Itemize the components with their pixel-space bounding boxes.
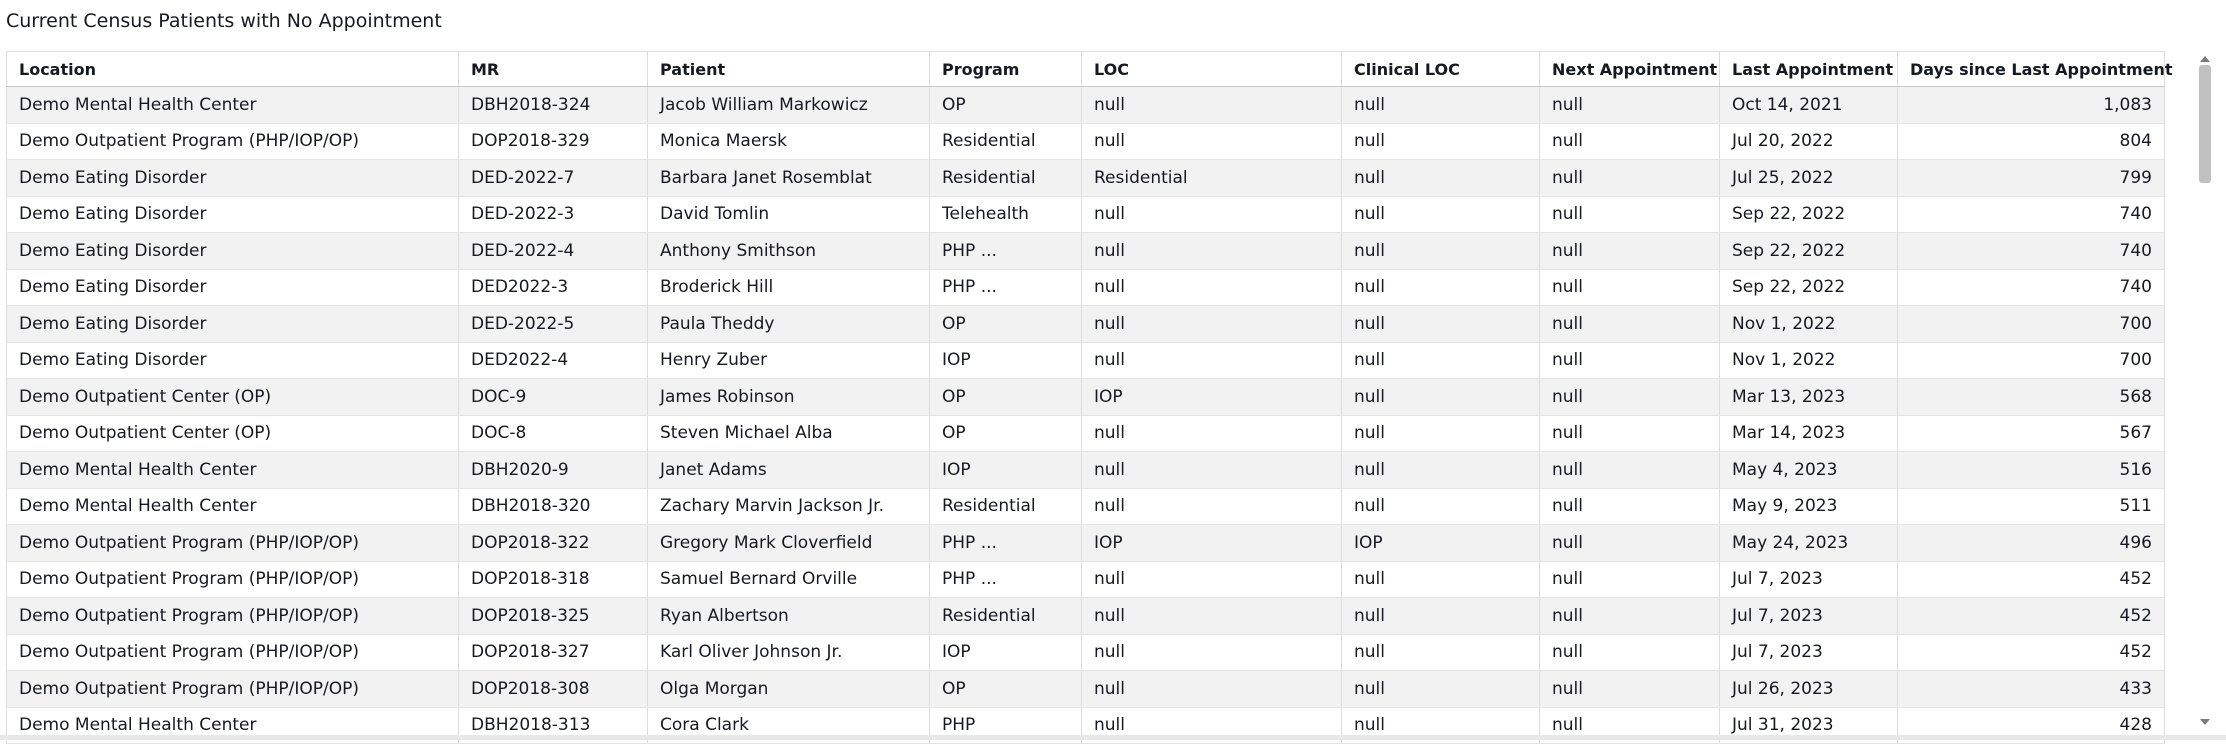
cell-days-since-last-appointment: 740	[1898, 196, 2165, 233]
cell-last-appointment: May 24, 2023	[1720, 525, 1898, 562]
cell-program: OP	[930, 415, 1082, 452]
table-row[interactable]	[7, 415, 2165, 452]
cell-patient: Broderick Hill	[648, 269, 930, 306]
cell-patient: Steven Michael Alba	[648, 415, 930, 452]
cell-loc: null	[1082, 233, 1342, 270]
chevron-up-icon[interactable]	[2200, 56, 2210, 62]
table-row[interactable]	[7, 342, 2165, 379]
cell-last-appointment: Jul 20, 2022	[1720, 123, 1898, 160]
cell-next-appointment: null	[1540, 269, 1720, 306]
cell-loc: null	[1082, 561, 1342, 598]
cell-next-appointment: null	[1540, 160, 1720, 197]
cell-patient: Zachary Marvin Jackson Jr.	[648, 488, 930, 525]
table-row[interactable]	[7, 123, 2165, 160]
cell-days-since-last-appointment: 496	[1898, 525, 2165, 562]
cell-last-appointment: May 4, 2023	[1720, 452, 1898, 489]
cell-next-appointment: null	[1540, 342, 1720, 379]
cell-next-appointment: null	[1540, 123, 1720, 160]
cell-last-appointment: Mar 14, 2023	[1720, 415, 1898, 452]
cell-patient: David Tomlin	[648, 196, 930, 233]
cell-patient: Henry Zuber	[648, 342, 930, 379]
table-row[interactable]	[7, 196, 2165, 233]
cell-clinical-loc: null	[1342, 123, 1540, 160]
cell-last-appointment: Jul 25, 2022	[1720, 160, 1898, 197]
column-header-mr[interactable]: MR	[459, 52, 648, 87]
cell-next-appointment: null	[1540, 671, 1720, 708]
cell-clinical-loc: null	[1342, 707, 1540, 744]
cell-last-appointment: Jul 7, 2023	[1720, 561, 1898, 598]
cell-mr: DOP2018-329	[459, 123, 648, 160]
cell-patient: Gregory Mark Cloverfield	[648, 525, 930, 562]
table-body	[7, 87, 2165, 744]
cell-last-appointment: Sep 22, 2022	[1720, 269, 1898, 306]
column-header-clinical-loc[interactable]: Clinical LOC	[1342, 52, 1540, 87]
cell-days-since-last-appointment: 511	[1898, 488, 2165, 525]
cell-mr: DOP2018-325	[459, 598, 648, 635]
cell-program: OP	[930, 306, 1082, 343]
cell-loc: null	[1082, 269, 1342, 306]
cell-loc: null	[1082, 87, 1342, 124]
cell-loc: null	[1082, 306, 1342, 343]
cell-program: OP	[930, 379, 1082, 416]
cell-last-appointment: Oct 14, 2021	[1720, 87, 1898, 124]
cell-mr: DBH2018-320	[459, 488, 648, 525]
cell-location: Demo Eating Disorder	[7, 269, 459, 306]
cell-next-appointment: null	[1540, 525, 1720, 562]
cell-days-since-last-appointment: 428	[1898, 707, 2165, 744]
cell-last-appointment: Sep 22, 2022	[1720, 196, 1898, 233]
cell-loc: null	[1082, 707, 1342, 744]
cell-clinical-loc: null	[1342, 160, 1540, 197]
cell-clinical-loc: null	[1342, 452, 1540, 489]
cell-clinical-loc: null	[1342, 598, 1540, 635]
cell-days-since-last-appointment: 568	[1898, 379, 2165, 416]
cell-loc: null	[1082, 488, 1342, 525]
table-row[interactable]	[7, 525, 2165, 562]
cell-last-appointment: Jul 31, 2023	[1720, 707, 1898, 744]
cell-mr: DOP2018-308	[459, 671, 648, 708]
cell-patient: Barbara Janet Rosemblat	[648, 160, 930, 197]
cell-last-appointment: Nov 1, 2022	[1720, 342, 1898, 379]
cell-next-appointment: null	[1540, 707, 1720, 744]
cell-mr: DOP2018-327	[459, 634, 648, 671]
cell-mr: DBH2018-324	[459, 87, 648, 124]
cell-last-appointment: Sep 22, 2022	[1720, 233, 1898, 270]
cell-location: Demo Outpatient Program (PHP/IOP/OP)	[7, 123, 459, 160]
table-row[interactable]	[7, 598, 2165, 635]
table-row[interactable]	[7, 488, 2165, 525]
cell-mr: DED-2022-7	[459, 160, 648, 197]
page-title: Current Census Patients with No Appointment	[6, 10, 442, 32]
cell-program: IOP	[930, 342, 1082, 379]
column-header-last-appointment[interactable]: Last Appointment	[1720, 52, 1898, 87]
cell-loc: IOP	[1082, 379, 1342, 416]
cell-last-appointment: Jul 7, 2023	[1720, 598, 1898, 635]
cell-location: Demo Outpatient Program (PHP/IOP/OP)	[7, 525, 459, 562]
cell-loc: null	[1082, 452, 1342, 489]
cell-loc: null	[1082, 123, 1342, 160]
cell-patient: James Robinson	[648, 379, 930, 416]
table-row[interactable]	[7, 634, 2165, 671]
cell-clinical-loc: null	[1342, 269, 1540, 306]
cell-patient: Anthony Smithson	[648, 233, 930, 270]
cell-program: OP	[930, 671, 1082, 708]
cell-days-since-last-appointment: 740	[1898, 233, 2165, 270]
table-row[interactable]	[7, 233, 2165, 270]
cell-patient: Olga Morgan	[648, 671, 930, 708]
cell-location: Demo Eating Disorder	[7, 306, 459, 343]
table-row[interactable]	[7, 379, 2165, 416]
table-row[interactable]	[7, 671, 2165, 708]
cell-mr: DED-2022-4	[459, 233, 648, 270]
cell-location: Demo Eating Disorder	[7, 342, 459, 379]
cell-last-appointment: Jul 26, 2023	[1720, 671, 1898, 708]
cell-clinical-loc: null	[1342, 196, 1540, 233]
cell-patient: Samuel Bernard Orville	[648, 561, 930, 598]
cell-next-appointment: null	[1540, 379, 1720, 416]
cell-clinical-loc: null	[1342, 87, 1540, 124]
cell-mr: DED2022-3	[459, 269, 648, 306]
cell-patient: Karl Oliver Johnson Jr.	[648, 634, 930, 671]
scrollbar-thumb[interactable]	[2199, 65, 2211, 183]
cell-program: IOP	[930, 634, 1082, 671]
cell-location: Demo Outpatient Program (PHP/IOP/OP)	[7, 671, 459, 708]
cell-days-since-last-appointment: 700	[1898, 306, 2165, 343]
cell-patient: Ryan Albertson	[648, 598, 930, 635]
cell-patient: Cora Clark	[648, 707, 930, 744]
cell-days-since-last-appointment: 799	[1898, 160, 2165, 197]
cell-next-appointment: null	[1540, 196, 1720, 233]
cell-days-since-last-appointment: 700	[1898, 342, 2165, 379]
cell-next-appointment: null	[1540, 561, 1720, 598]
cell-days-since-last-appointment: 433	[1898, 671, 2165, 708]
cell-next-appointment: null	[1540, 488, 1720, 525]
cell-last-appointment: Nov 1, 2022	[1720, 306, 1898, 343]
cell-clinical-loc: null	[1342, 634, 1540, 671]
cell-loc: null	[1082, 671, 1342, 708]
cell-program: IOP	[930, 452, 1082, 489]
cell-next-appointment: null	[1540, 233, 1720, 270]
cell-program: Residential	[930, 488, 1082, 525]
horizontal-scroll-track	[0, 735, 2226, 740]
table-row[interactable]	[7, 561, 2165, 598]
cell-days-since-last-appointment: 452	[1898, 634, 2165, 671]
cell-program: Residential	[930, 123, 1082, 160]
cell-next-appointment: null	[1540, 452, 1720, 489]
cell-days-since-last-appointment: 452	[1898, 561, 2165, 598]
table-header-row	[7, 52, 2165, 87]
column-header-location[interactable]: Location	[7, 52, 459, 87]
cell-days-since-last-appointment: 740	[1898, 269, 2165, 306]
cell-loc: null	[1082, 634, 1342, 671]
column-header-days-since-last-appointment[interactable]: Days since Last Appointment	[1898, 52, 2165, 87]
cell-location: Demo Eating Disorder	[7, 160, 459, 197]
cell-last-appointment: May 9, 2023	[1720, 488, 1898, 525]
cell-clinical-loc: IOP	[1342, 525, 1540, 562]
cell-program: PHP ...	[930, 233, 1082, 270]
cell-next-appointment: null	[1540, 598, 1720, 635]
cell-next-appointment: null	[1540, 634, 1720, 671]
chevron-down-icon[interactable]	[2200, 719, 2210, 725]
column-header-program[interactable]: Program	[930, 52, 1082, 87]
cell-location: Demo Mental Health Center	[7, 87, 459, 124]
cell-mr: DOC-8	[459, 415, 648, 452]
table-row[interactable]	[7, 269, 2165, 306]
cell-mr: DED2022-4	[459, 342, 648, 379]
census-table	[6, 51, 2173, 744]
cell-mr: DOP2018-318	[459, 561, 648, 598]
cell-location: Demo Outpatient Program (PHP/IOP/OP)	[7, 561, 459, 598]
cell-loc: Residential	[1082, 160, 1342, 197]
cell-clinical-loc: null	[1342, 342, 1540, 379]
cell-clinical-loc: null	[1342, 488, 1540, 525]
cell-patient: Jacob William Markowicz	[648, 87, 930, 124]
vertical-scrollbar[interactable]	[2196, 51, 2214, 725]
cell-next-appointment: null	[1540, 306, 1720, 343]
cell-days-since-last-appointment: 516	[1898, 452, 2165, 489]
cell-clinical-loc: null	[1342, 233, 1540, 270]
cell-loc: null	[1082, 196, 1342, 233]
cell-program: Telehealth	[930, 196, 1082, 233]
cell-mr: DOP2018-322	[459, 525, 648, 562]
cell-clinical-loc: null	[1342, 671, 1540, 708]
cell-mr: DBH2020-9	[459, 452, 648, 489]
cell-location: Demo Mental Health Center	[7, 452, 459, 489]
cell-program: OP	[930, 87, 1082, 124]
cell-days-since-last-appointment: 804	[1898, 123, 2165, 160]
cell-mr: DED-2022-3	[459, 196, 648, 233]
cell-location: Demo Outpatient Center (OP)	[7, 379, 459, 416]
cell-location: Demo Mental Health Center	[7, 488, 459, 525]
cell-location: Demo Outpatient Program (PHP/IOP/OP)	[7, 634, 459, 671]
cell-program: PHP ...	[930, 269, 1082, 306]
cell-loc: null	[1082, 342, 1342, 379]
cell-patient: Janet Adams	[648, 452, 930, 489]
cell-loc: null	[1082, 598, 1342, 635]
column-header-next-appointment[interactable]: Next Appointment	[1540, 52, 1720, 87]
cell-program: PHP ...	[930, 525, 1082, 562]
table-row[interactable]	[7, 452, 2165, 489]
cell-clinical-loc: null	[1342, 379, 1540, 416]
cell-next-appointment: null	[1540, 415, 1720, 452]
cell-program: Residential	[930, 160, 1082, 197]
cell-location: Demo Outpatient Center (OP)	[7, 415, 459, 452]
table-row[interactable]	[7, 306, 2165, 343]
cell-clinical-loc: null	[1342, 306, 1540, 343]
table-row[interactable]	[7, 160, 2165, 197]
cell-patient: Monica Maersk	[648, 123, 930, 160]
table-row[interactable]	[7, 87, 2165, 124]
column-header-loc[interactable]: LOC	[1082, 52, 1342, 87]
cell-program: Residential	[930, 598, 1082, 635]
cell-program: PHP ...	[930, 561, 1082, 598]
cell-mr: DBH2018-313	[459, 707, 648, 744]
cell-clinical-loc: null	[1342, 561, 1540, 598]
cell-next-appointment: null	[1540, 87, 1720, 124]
cell-days-since-last-appointment: 567	[1898, 415, 2165, 452]
cell-last-appointment: Jul 7, 2023	[1720, 634, 1898, 671]
cell-location: Demo Eating Disorder	[7, 233, 459, 270]
cell-mr: DOC-9	[459, 379, 648, 416]
cell-days-since-last-appointment: 1,083	[1898, 87, 2165, 124]
cell-mr: DED-2022-5	[459, 306, 648, 343]
cell-program: PHP	[930, 707, 1082, 744]
cell-clinical-loc: null	[1342, 415, 1540, 452]
cell-location: Demo Mental Health Center	[7, 707, 459, 744]
census-table-container[interactable]	[6, 51, 2173, 736]
cell-days-since-last-appointment: 452	[1898, 598, 2165, 635]
cell-loc: null	[1082, 415, 1342, 452]
column-header-patient[interactable]: Patient	[648, 52, 930, 87]
cell-last-appointment: Mar 13, 2023	[1720, 379, 1898, 416]
cell-location: Demo Eating Disorder	[7, 196, 459, 233]
cell-patient: Paula Theddy	[648, 306, 930, 343]
cell-loc: IOP	[1082, 525, 1342, 562]
cell-location: Demo Outpatient Program (PHP/IOP/OP)	[7, 598, 459, 635]
